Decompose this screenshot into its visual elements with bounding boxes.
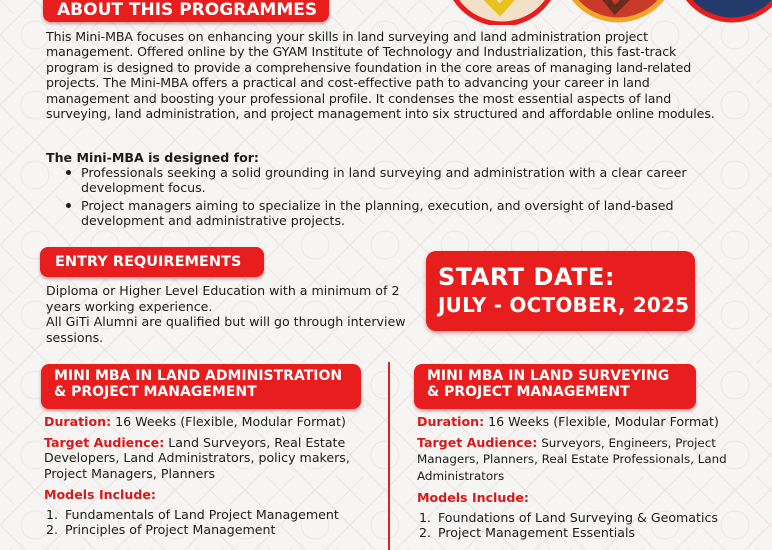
models-list [44,507,374,537]
about-paragraph-text: This Mini-MBA focuses on enhancing your skills in land surveying and land administration project management. Offered online by the GYAM Institute of Technology and Industrialization, this fast-track program is designed to provide a comprehensive foundation in the core areas of managing land-related projects. The Mini-MBA offers a practical and cost-effective path to advancing your career in land management and boosting your professional profile. It condenses the most essential aspects of land surveying, land administration, and project management into six structured and affordable online modules. [46,29,715,122]
about-heading-text: ABOUT THIS PROGRAMMES [57,0,318,20]
bullet-icon [66,203,71,208]
duration-block [417,414,727,429]
list-item [62,165,712,196]
about-paragraph [46,29,716,121]
list-item [44,522,374,537]
audience-label: Target Audience: [44,435,165,451]
list-item-text: Principles of Project Management [65,522,276,538]
audience-block [44,435,374,481]
program-details-right [417,414,727,540]
program-title-land-administration [41,364,361,409]
list-item-text: Foundations of Land Surveying & Geomatics [438,510,718,526]
models-list [417,510,727,540]
list-item [62,198,712,229]
about-heading [43,0,329,22]
entry-line-1: Diploma or Higher Level Education with a minimum of 2 years working experience. [46,283,400,314]
duration-value: 16 Weeks (Flexible, Modular Format) [488,414,719,429]
list-item [417,525,727,540]
designed-for-title: The Mini-MBA is designed for: [46,150,259,165]
list-number: 2. [46,522,59,538]
list-item [44,507,374,522]
list-item-text: Professionals seeking a solid grounding in land surveying and administration with a clear career development focus. [81,165,687,196]
program-details-left [44,414,374,537]
start-date-range: JULY - OCTOBER, 2025 [438,293,690,317]
entry-requirements-heading [40,247,264,277]
audience-label: Target Audience: [417,435,538,451]
program-title-text: MINI MBA IN LAND SURVEYING & PROJECT MANAGEMENT [427,368,670,400]
start-date-box [426,251,695,331]
program-title-land-surveying [414,364,696,409]
list-number: 2. [419,525,432,541]
duration-label: Duration: [44,414,112,429]
list-item-text: Project managers aiming to specialize in the planning, execution, and oversight of land-based development and administrative projects. [81,197,674,229]
duration-value: 16 Weeks (Flexible, Modular Format) [115,414,346,429]
designed-for-list [62,165,712,231]
audience-value: Land Surveyors, Real Estate Developers, Land Administrators, policy makers, Project Managers, Planners [44,435,350,481]
audience-value: Surveyors, Engineers, Project Managers, Planners, Real Estate Professionals, Land Administrators [417,436,727,483]
models-label: Models Include: [417,489,529,505]
audience-block [417,435,727,484]
entry-requirements-text [46,283,406,345]
photo-circle-drone [676,0,772,20]
list-item-text: Fundamentals of Land Project Management [65,507,339,523]
entry-heading-text: ENTRY REQUIREMENTS [55,254,242,270]
bullet-icon [66,170,71,175]
duration-label: Duration: [417,414,485,429]
column-divider [388,362,390,550]
header-photo-circles [440,0,772,25]
models-label: Models Include: [44,486,156,502]
list-item [417,510,727,525]
entry-line-2: All GiTi Alumni are qualified but will go through interview sessions. [46,314,406,345]
program-title-text: MINI MBA IN LAND ADMINISTRATION & PROJECT MANAGEMENT [54,368,343,400]
list-number: 1. [46,507,59,523]
start-date-label: START DATE: [438,263,615,291]
duration-block [44,414,374,429]
list-item-text: Project Management Essentials [438,525,636,541]
list-number: 1. [419,510,432,526]
